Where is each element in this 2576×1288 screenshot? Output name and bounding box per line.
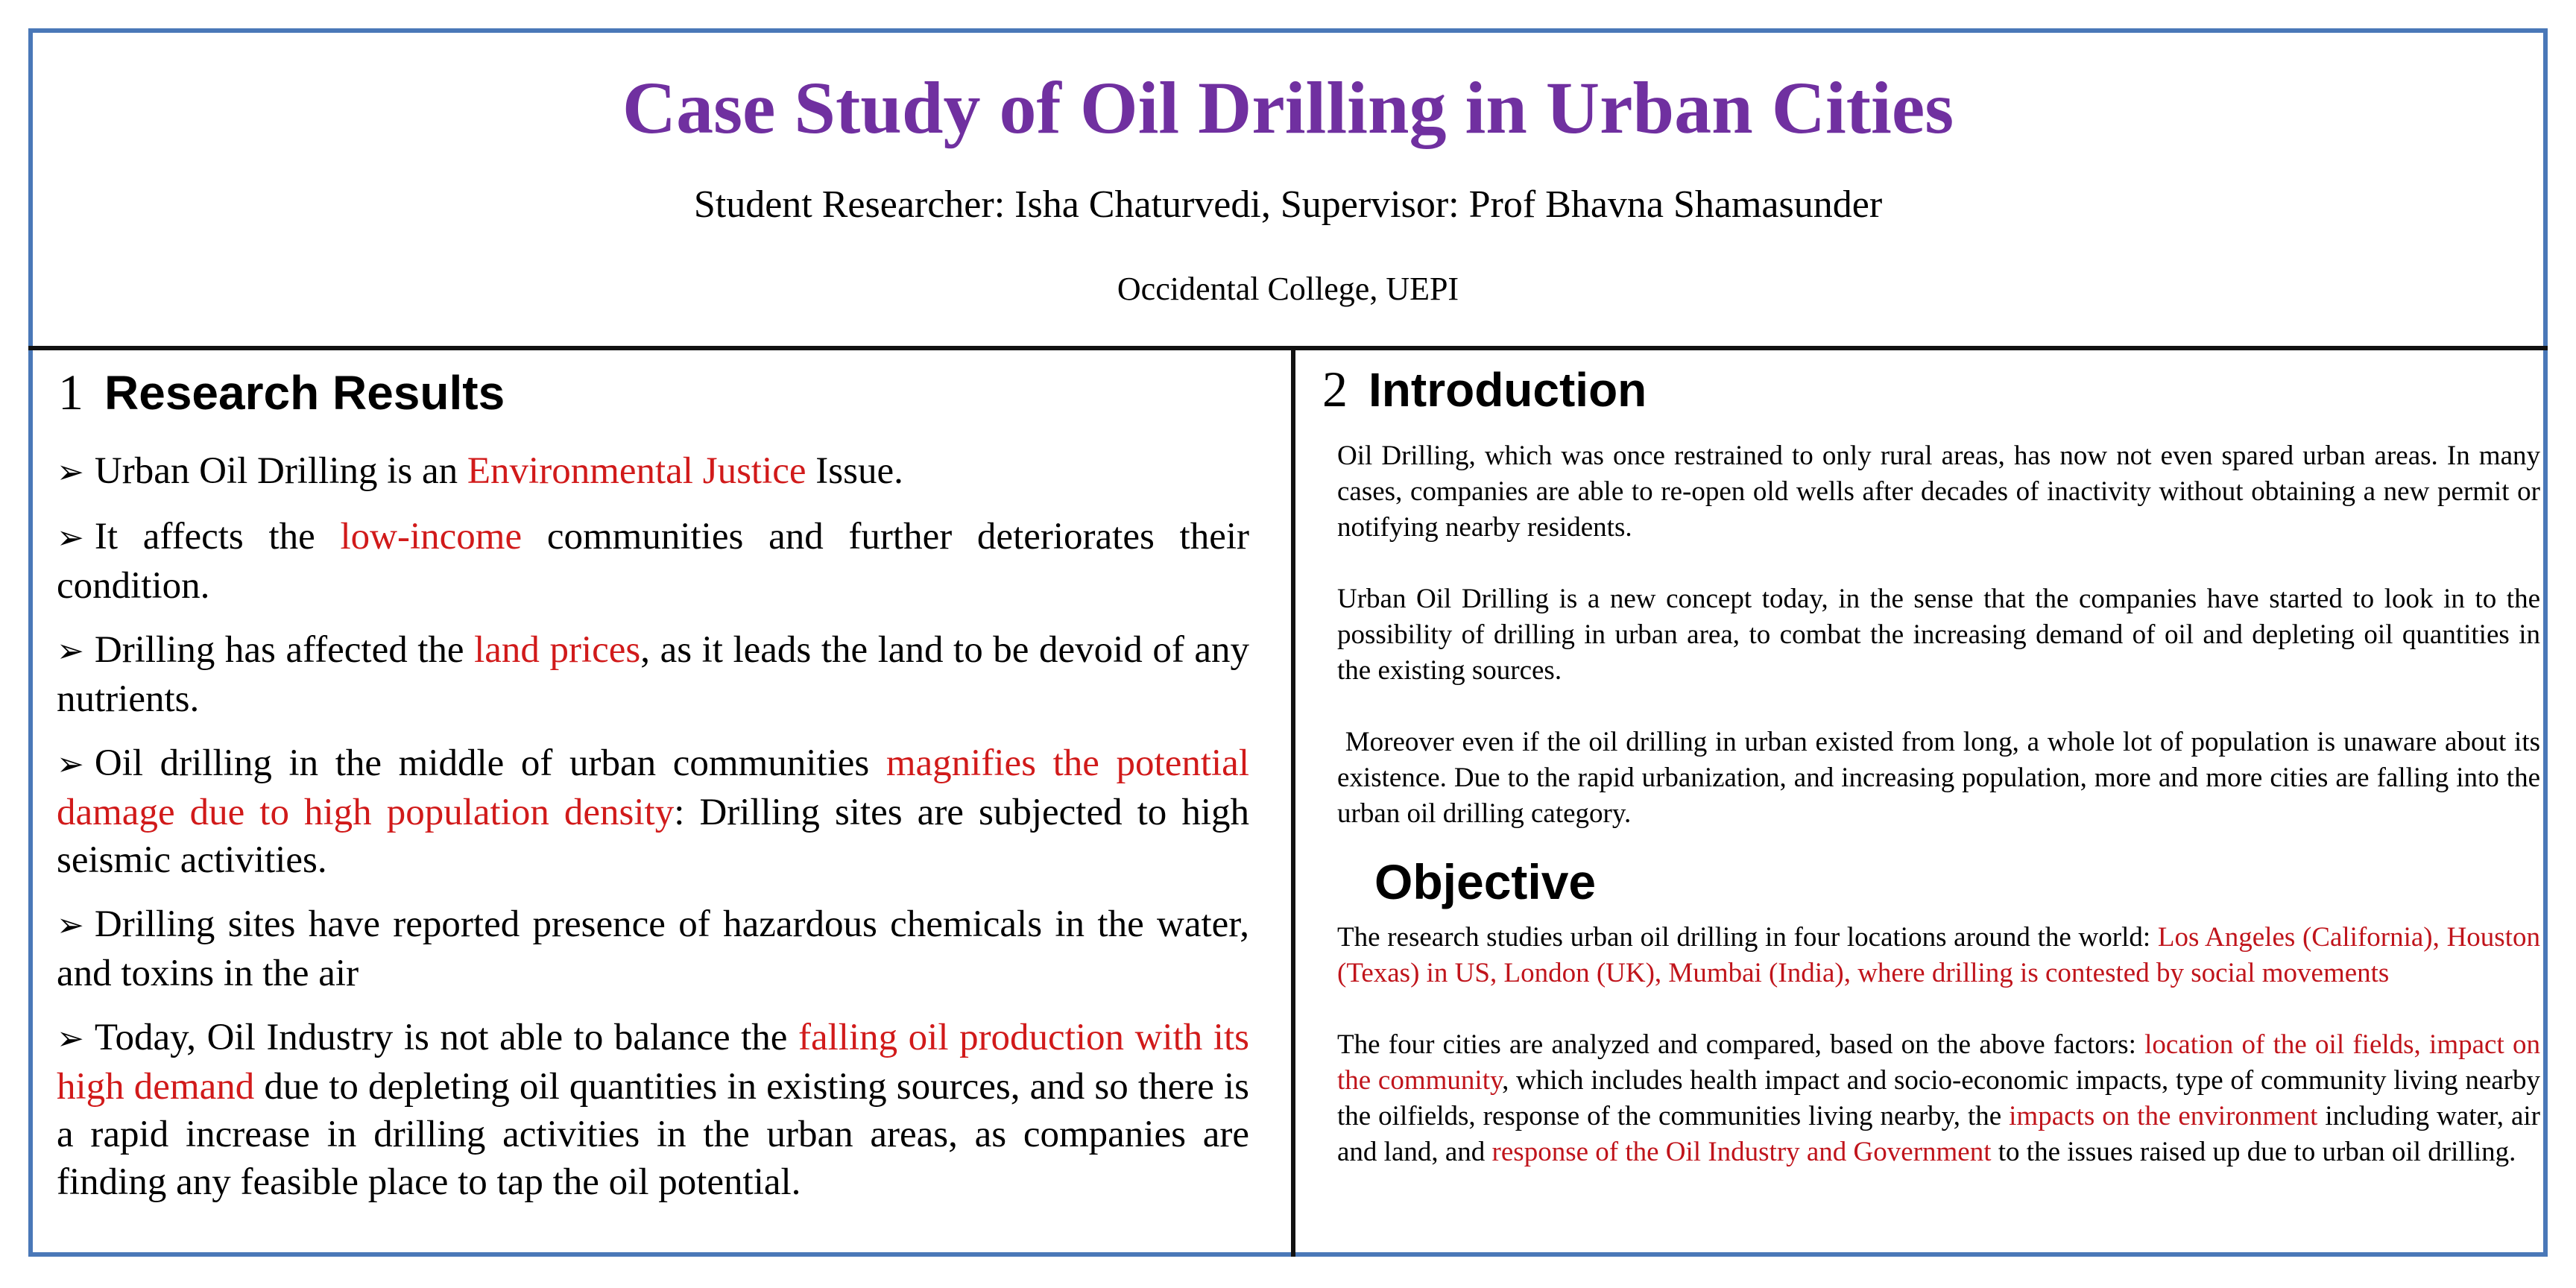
introduction-body (1337, 438, 2548, 868)
intro-paragraph: Urban Oil Drilling is a new concept today, in the sense that the companies have started to look in to the possibility of drilling in urban area, to combat the increasing demand of oil and depleting oil quantities in the existing sources. (1337, 584, 2540, 686)
objective-paragraph: The four cities are analyzed and compared, based on the above factors: location of the oil fields, impact on the community, which includes health impact and socio-economic impacts, type of community living nearby the oilfields, response of the communities living nearby, the impacts on the environment including water, air and land, and response of the Oil Industry and Government to the issues raised up due to urban oil drilling. (1337, 1029, 2541, 1167)
arrow-bullet-icon: ➢ (57, 519, 84, 557)
results-number: 1 (58, 364, 83, 420)
results-heading-text: Research Results (104, 366, 505, 420)
header-divider (28, 346, 2548, 350)
arrow-bullet-icon: ➢ (57, 745, 84, 783)
objective-heading: Objective (1374, 854, 1597, 909)
objective-body (1337, 920, 2540, 1206)
list-item: ➢ Urban Oil Drilling is an Environmental Justice Issue. (57, 450, 903, 492)
list-item: ➢ Today, Oil Industry is not able to balance the falling oil production with its high demand due to depleting oil quantities in existing sources, and so there is a rapid increase in drilling activities in the urban areas, as companies are finding any feasible place to tap the oil potential. (57, 1017, 1249, 1203)
intro-paragraph: Oil Drilling, which was once restrained to only rural areas, has now not even spared urban areas. In many cases, companies are able to re-open old wells after decades of inactivity without obtaining a new permit or notifying nearby residents. (1337, 441, 2540, 543)
introduction-number: 2 (1322, 361, 1348, 417)
column-divider (1291, 346, 1295, 1257)
researchers-line: Student Researcher: Isha Chaturvedi, Supervisor: Prof Bhavna Shamasunder (693, 183, 1883, 226)
poster-frame (28, 28, 2548, 1257)
list-item: ➢ Drilling sites have reported presence of hazardous chemicals in the water, and toxins in the air (57, 903, 1249, 994)
results-list (57, 447, 1249, 1222)
introduction-heading (1322, 361, 1647, 417)
objective-paragraph: The research studies urban oil drilling in four locations around the world: Los Angeles (California), Houston (Texas) in US, London (UK), Mumbai (India), where drilling is contested by social movements (1337, 922, 2540, 988)
list-item: ➢ Drilling has affected the land prices, as it leads the land to be devoid of any nutrients. (57, 629, 1249, 720)
affiliation: Occidental College, UEPI (1117, 271, 1459, 307)
arrow-bullet-icon: ➢ (57, 1020, 84, 1058)
results-heading (58, 364, 505, 420)
arrow-bullet-icon: ➢ (57, 632, 84, 670)
poster-title: Case Study of Oil Drilling in Urban Cities (622, 66, 1954, 149)
introduction-heading-text: Introduction (1368, 363, 1647, 417)
arrow-bullet-icon: ➢ (57, 453, 84, 491)
intro-paragraph: Moreover even if the oil drilling in urban existed from long, a whole lot of population is unaware about its existence. Due to the rapid urbanization, and increasing population, more and more cities are falling into the urban oil drilling category. (1337, 727, 2548, 829)
arrow-bullet-icon: ➢ (57, 906, 84, 944)
list-item: ➢ Oil drilling in the middle of urban communities magnifies the potential damage due to high population density: Drilling sites are subjected to high seismic activities. (57, 742, 1249, 881)
list-item: ➢ It affects the low-income communities and further deteriorates their condition. (57, 516, 1249, 607)
